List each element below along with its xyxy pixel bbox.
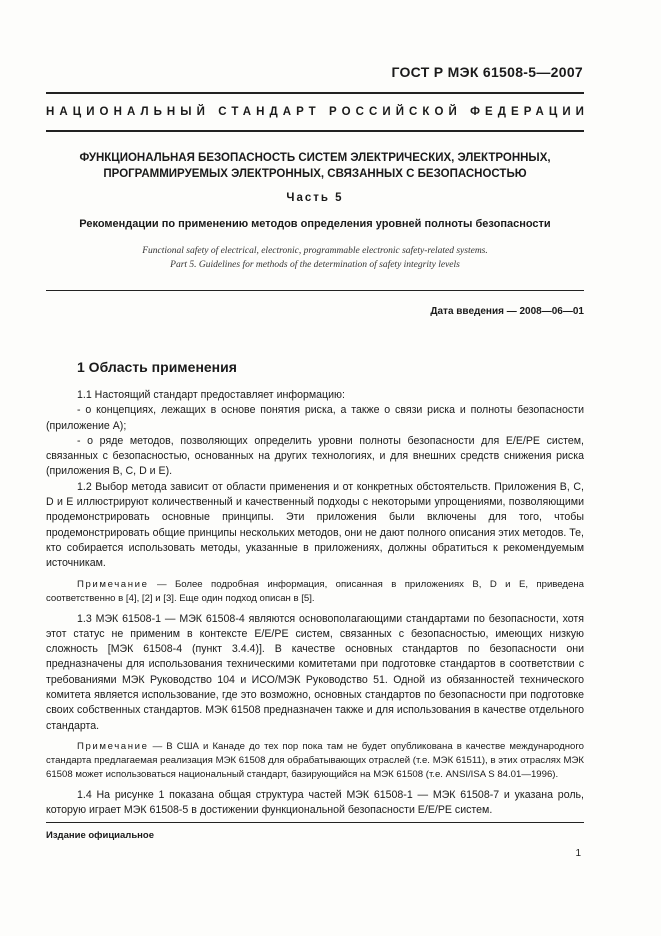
- paragraph-1-4: 1.4 На рисунке 1 показана общая структура частей МЭК 61508-1 — МЭК 61508-7 и указана роль, которую играет МЭК 61508-5 в достижении функциональной безопасности Е/Е/РЕ систем.: [46, 788, 584, 817]
- paragraph-1-3: 1.3 МЭК 61508-1 — МЭК 61508-4 являются основополагающими стандартами по безопасности, хотя этот статус не применим в контексте Е/Е/РЕ систем, связанных с безопасностью, имеющих низкую сложность [МЭК 61508-4 (пункт 3.4.4)]. В качестве основных стандартов по безопасности они предназначены для использования техническими комитетами при подготовке стандартов в соответствии с требованиями МЭК Руководство 104 и ИСО/МЭК Руководство 51. Одной из обязанностей технического комитета является использование, где это возможно, основных стандартов по безопасности при подготовке своих собственных стандартов. МЭК 61508 предназначен также и для использования в качестве отдельного стандарта.: [46, 612, 584, 732]
- national-standard-banner: [46, 106, 590, 118]
- english-title: [46, 244, 584, 272]
- note-1-text: — Более подробная информация, описанная в приложениях В, D и Е, приведена соответственно в [4], [2] и [3]. Еще один подход описан в [5].: [46, 578, 584, 604]
- english-title-line-2: Part 5. Guidelines for methods of the determination of safety integrity levels: [170, 260, 460, 270]
- document-subtitle: Рекомендации по применению методов определения уровней полноты безопасности: [79, 218, 551, 230]
- note-2-text: — В США и Канаде до тех пор пока там не будет опубликована в качестве международного стандарта предлагаемая реализация МЭК 61508 для обрабатывающих отраслей (т.е. МЭК 61511), в этих отраслях МЭК 61508 может использоваться национальный стандарт, базирующийся на МЭК 61508 (т.е. ANSI/ISA S 84.01—1996).: [46, 740, 584, 780]
- standard-code: ГОСТ Р МЭК 61508-5—2007: [391, 64, 583, 80]
- list-item-methods: - о ряде методов, позволяющих определить уровни полноты безопасности для Е/Е/РЕ систем, связанных с безопасностью, основанных на других технологиях, и для внешних средств снижения риска (приложения В, С, D и Е).: [46, 434, 584, 478]
- page-number: 1: [575, 848, 581, 859]
- note-1-label: Примечание: [77, 578, 149, 590]
- english-title-line-1: Functional safety of electrical, electronic, programmable electronic safety-related systems.: [142, 246, 488, 256]
- list-item-risk: - о концепциях, лежащих в основе понятия риска, а также о связи риска и полноты безопасности (приложение А);: [46, 404, 584, 432]
- section-heading: 1 Область применения: [77, 359, 237, 375]
- header-rule: [46, 92, 584, 94]
- footer-rule: [46, 822, 584, 823]
- banner-rule: [46, 130, 584, 132]
- title-line-1: ФУНКЦИОНАЛЬНАЯ БЕЗОПАСНОСТЬ СИСТЕМ ЭЛЕКТРИЧЕСКИХ, ЭЛЕКТРОННЫХ,: [79, 152, 551, 164]
- paragraph-1-1: 1.1 Настоящий стандарт предоставляет информацию:: [77, 389, 345, 401]
- national-standard-text: НАЦИОНАЛЬНЫЙ СТАНДАРТ РОССИЙСКОЙ ФЕДЕРАЦИИ: [46, 106, 590, 118]
- title-line-2: ПРОГРАММИРУЕМЫХ ЭЛЕКТРОННЫХ, СВЯЗАННЫХ С БЕЗОПАСНОСТЬЮ: [103, 168, 527, 180]
- official-edition-label: Издание официальное: [46, 830, 154, 841]
- note-1: [46, 578, 584, 606]
- paragraph-1-2: 1.2 Выбор метода зависит от области применения и от конкретных обстоятельств. Приложения В, С, D и Е иллюстрируют количественный и качественный подходы с некоторыми упрощениями, позволяющими продемонстрировать основные принципы. Эти приложения были включены для того, чтобы продемонстрировать общие принципы нескольких методов, они не дают полного описания этих методов. Те, кто собирается использовать методы, указанные в приложениях, должны обратиться к рекомендуемым источникам.: [46, 480, 584, 570]
- note-2: [46, 740, 584, 782]
- note-2-label: Примечание: [77, 740, 149, 752]
- date-rule: [46, 290, 584, 291]
- introduction-date: Дата введения — 2008—06—01: [430, 306, 584, 317]
- document-title: [46, 150, 584, 182]
- section-body: [46, 388, 584, 819]
- part-label: Часть 5: [286, 192, 344, 204]
